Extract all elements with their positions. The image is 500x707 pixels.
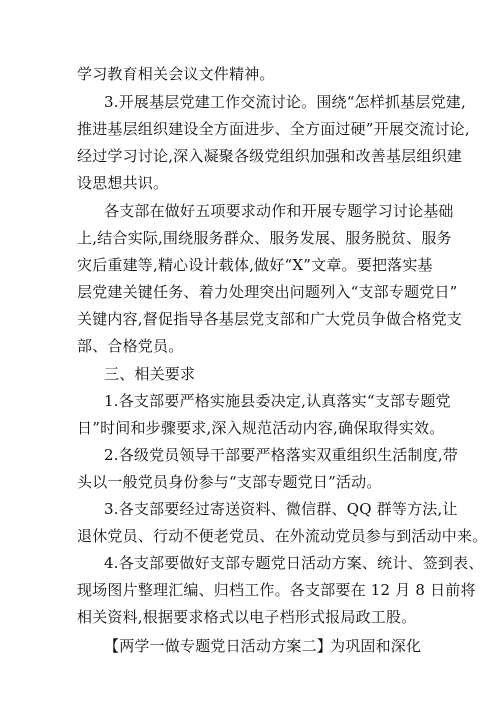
continuation-text: 为巩固和深化 [330, 637, 422, 655]
text-line: 各支部在做好五项要求动作和开展专题学习讨论基础 [104, 202, 454, 220]
text-line: 层党建关键任务、着力处理突出问题列入“支部专题党日” [77, 283, 458, 301]
text-line: 4.各支部要做好支部专题党日活动方案、统计、签到表、 [104, 554, 484, 572]
text-line: 3.开展基层党建工作交流讨论。围绕“怎样抓基层党建, [104, 93, 466, 111]
text-line: 经过学习讨论,深入凝聚各级党组织加强和改善基层组织建 [77, 147, 462, 165]
text-line: 上,结合实际,围绕服务群众、服务发展、服务脱贫、服务 [77, 229, 452, 247]
text-line: 日”时间和步骤要求,深入规范活动内容,确保取得实效。 [77, 419, 445, 437]
text-line: 头以一般党员身份参与“支部专题党日”活动。 [77, 473, 382, 491]
text-line: 相关资料,根据要求格式以电子档形式报局政工股。 [77, 608, 417, 626]
text-line: 3.各支部要经过寄送资料、微信群、QQ 群等方法,让 [104, 500, 458, 518]
text-line: 2.各级党员领导干部要严格落实双重组织生活制度,带 [104, 446, 459, 464]
text-line: 1.各支部要严格实施县委决定,认真落实“支部专题党 [104, 392, 451, 410]
text-line: 学习教育相关会议文件精神。 [77, 65, 275, 83]
text-line: 推进基层组织建设全方面进步、全方面过硬”开展交流讨论, [77, 120, 470, 138]
section-title: 【两学一做专题党日活动方案二】 [104, 637, 333, 655]
section-heading: 三、相关要求 [104, 365, 196, 383]
text-line: 灾后重建等,精心设计载体,做好“X”文章。要把落实基 [77, 256, 433, 274]
text-line: 退休党员、行动不便老党员、在外流动党员参与到活动中来。 [77, 527, 488, 545]
text-line: 关键内容,督促指导各基层党支部和广大党员争做合格党支 [77, 310, 462, 328]
text-line: 现场图片整理汇编、归档工作。各支部要在 12 月 8 日前将 [77, 581, 476, 599]
text-line: 设思想共识。 [77, 174, 169, 192]
text-line: 部、合格党员。 [77, 337, 184, 355]
